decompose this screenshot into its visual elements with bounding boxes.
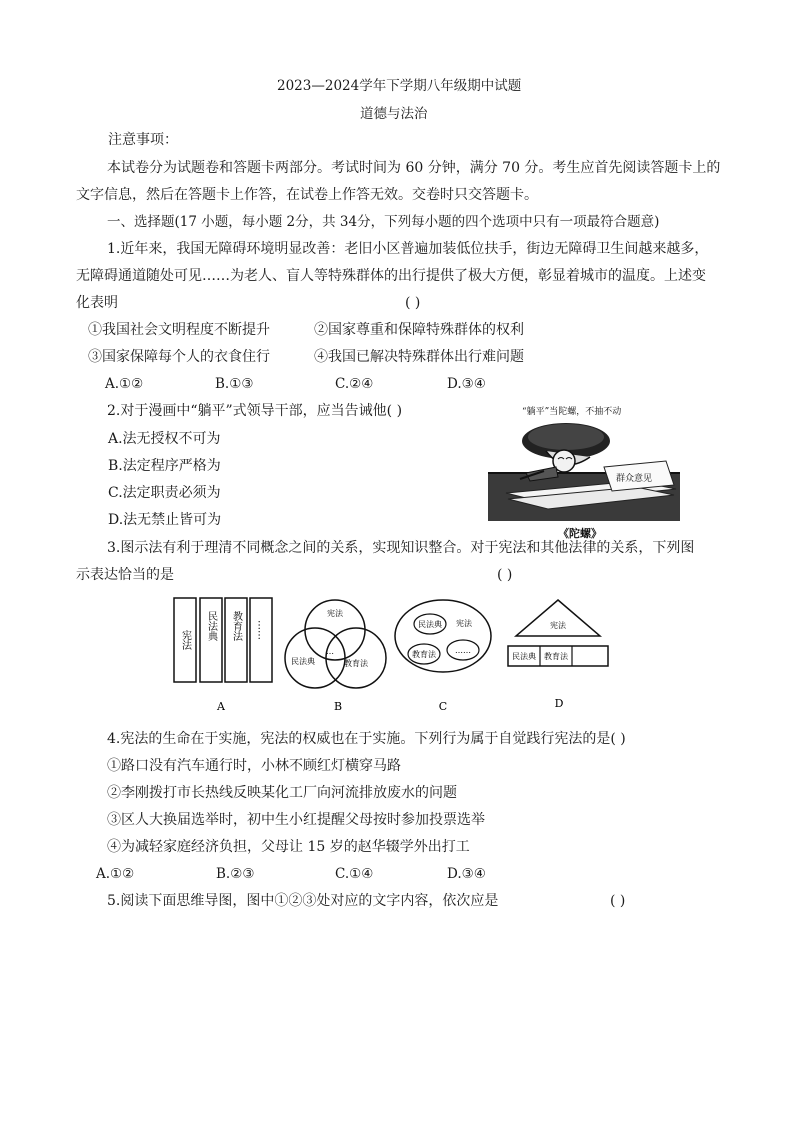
diagram-b-ellipsis: … (326, 647, 334, 656)
q4-statement-1: ①路口没有汽车通行时，小林不顾红灯横穿马路 (107, 758, 401, 774)
q4-statement-3: ③区人大换届选举时，初中生小红提醒父母按时参加投票选举 (107, 812, 485, 828)
q1-line-3: 化表明 (76, 295, 118, 311)
diagram-b (285, 600, 386, 688)
diagram-c-civil-code: 民法典 (418, 620, 442, 629)
q4-option-a: A.①② (96, 866, 135, 882)
section-1-heading: 一、选择题(17 小题，每小题 2分，共 34分，下列每小题的四个选项中只有一项最符合题意) (107, 214, 660, 230)
notice-heading: 注意事项： (108, 132, 178, 148)
q3-line-1: 3.图示法有利于理清不同概念之间的关系，实现知识整合。对于宪法和其他法律的关系，下列图 (107, 540, 695, 556)
q3-diagrams (168, 592, 628, 717)
q1-statement-4: ④我国已解决特殊群体出行难问题 (314, 349, 524, 365)
exam-title: 2023—2024学年下学期八年级期中试题 (277, 78, 522, 94)
diagram-a-box-2: 民法典 (205, 611, 217, 641)
q4-statement-4: ④为减轻家庭经济负担，父母让 15 岁的赵华辍学外出打工 (107, 839, 470, 855)
q1-option-a: A.①② (105, 376, 144, 392)
q2-stem: 2.对于漫画中“躺平”式领导干部，应当告诫他( ) (107, 403, 403, 419)
diagram-label-d: D (554, 697, 564, 710)
cartoon-paper-text: 群众意见 (616, 474, 653, 484)
q5-stem: 5.阅读下面思维导图，图中①②③处对应的文字内容，依次应是 (107, 893, 499, 909)
diagram-a-box-4: …… (255, 620, 267, 640)
q1-statement-1: ①我国社会文明程度不断提升 (88, 322, 270, 338)
q1-option-c: C.②④ (335, 376, 374, 392)
q2-option-b: B.法定程序严格为 (108, 458, 221, 474)
diagram-b-civil-code: 民法典 (291, 657, 315, 666)
q5-answer-paren: ( ) (610, 893, 626, 909)
q1-line-2: 无障碍通道随处可见……为老人、盲人等特殊群体的出行提供了极大方便，彰显着城市的温度。上述变 (76, 268, 706, 284)
subject-title: 道德与法治 (360, 106, 428, 122)
notice-line-1: 本试卷分为试题卷和答题卡两部分。考试时间为 60 分钟，满分 70 分。考生应首先阅读答题卡上的 (107, 160, 721, 176)
diagram-d (508, 600, 608, 666)
q4-statement-2: ②李刚拨打市长热线反映某化工厂向河流排放废水的问题 (107, 785, 457, 801)
q1-answer-paren: ( ) (405, 295, 421, 311)
q2-option-d: D.法无禁止皆可为 (108, 512, 222, 528)
diagram-label-c: C (438, 700, 448, 713)
q1-option-b: B.①③ (215, 376, 254, 392)
q2-option-a: A.法无授权不可为 (108, 431, 221, 447)
cartoon-bubble-text: “躺平”当陀螺，不抽不动 (522, 407, 622, 417)
diagram-c-ellipsis: …… (455, 646, 471, 655)
diagram-b-education-law: 教育法 (344, 659, 368, 668)
notice-line-2: 文字信息，然后在答题卡上作答，在试卷上作答无效。交卷时只交答题卡。 (76, 187, 538, 203)
q2-option-c: C.法定职责必须为 (108, 485, 221, 501)
diagram-c-education-law: 教育法 (412, 650, 436, 659)
diagram-b-constitution: 宪法 (327, 609, 343, 618)
cartoon-caption: 《陀螺》 (558, 527, 602, 540)
diagram-c (395, 600, 491, 672)
diagram-d-education-law: 教育法 (544, 652, 568, 661)
diagram-d-top: 宪法 (550, 621, 566, 630)
q1-statement-3: ③国家保障每个人的衣食住行 (88, 349, 270, 365)
diagram-a (174, 598, 272, 682)
cartoon-image (486, 397, 682, 543)
diagram-d-civil-code: 民法典 (512, 652, 536, 661)
q1-option-d: D.③④ (447, 376, 486, 392)
q4-stem: 4.宪法的生命在于实施，宪法的权威也在于实施。下列行为属于自觉践行宪法的是( ) (107, 731, 626, 747)
q3-answer-paren: ( ) (497, 567, 513, 583)
q4-option-c: C.①④ (335, 866, 374, 882)
diagram-a-box-1: 宪法 (179, 630, 191, 650)
diagram-c-constitution: 宪法 (456, 619, 472, 628)
q4-option-b: B.②③ (216, 866, 255, 882)
diagram-label-b: B (333, 700, 343, 713)
q1-line-1: 1.近年来，我国无障碍环境明显改善：老旧小区普遍加装低位扶手，街边无障碍卫生间越来越多， (107, 241, 709, 257)
diagram-label-a: A (217, 700, 225, 713)
q3-line-2: 示表达恰当的是 (76, 567, 174, 583)
q1-statement-2: ②国家尊重和保障特殊群体的权利 (314, 322, 524, 338)
q4-option-d: D.③④ (447, 866, 486, 882)
diagram-a-box-3: 教育法 (230, 611, 242, 641)
